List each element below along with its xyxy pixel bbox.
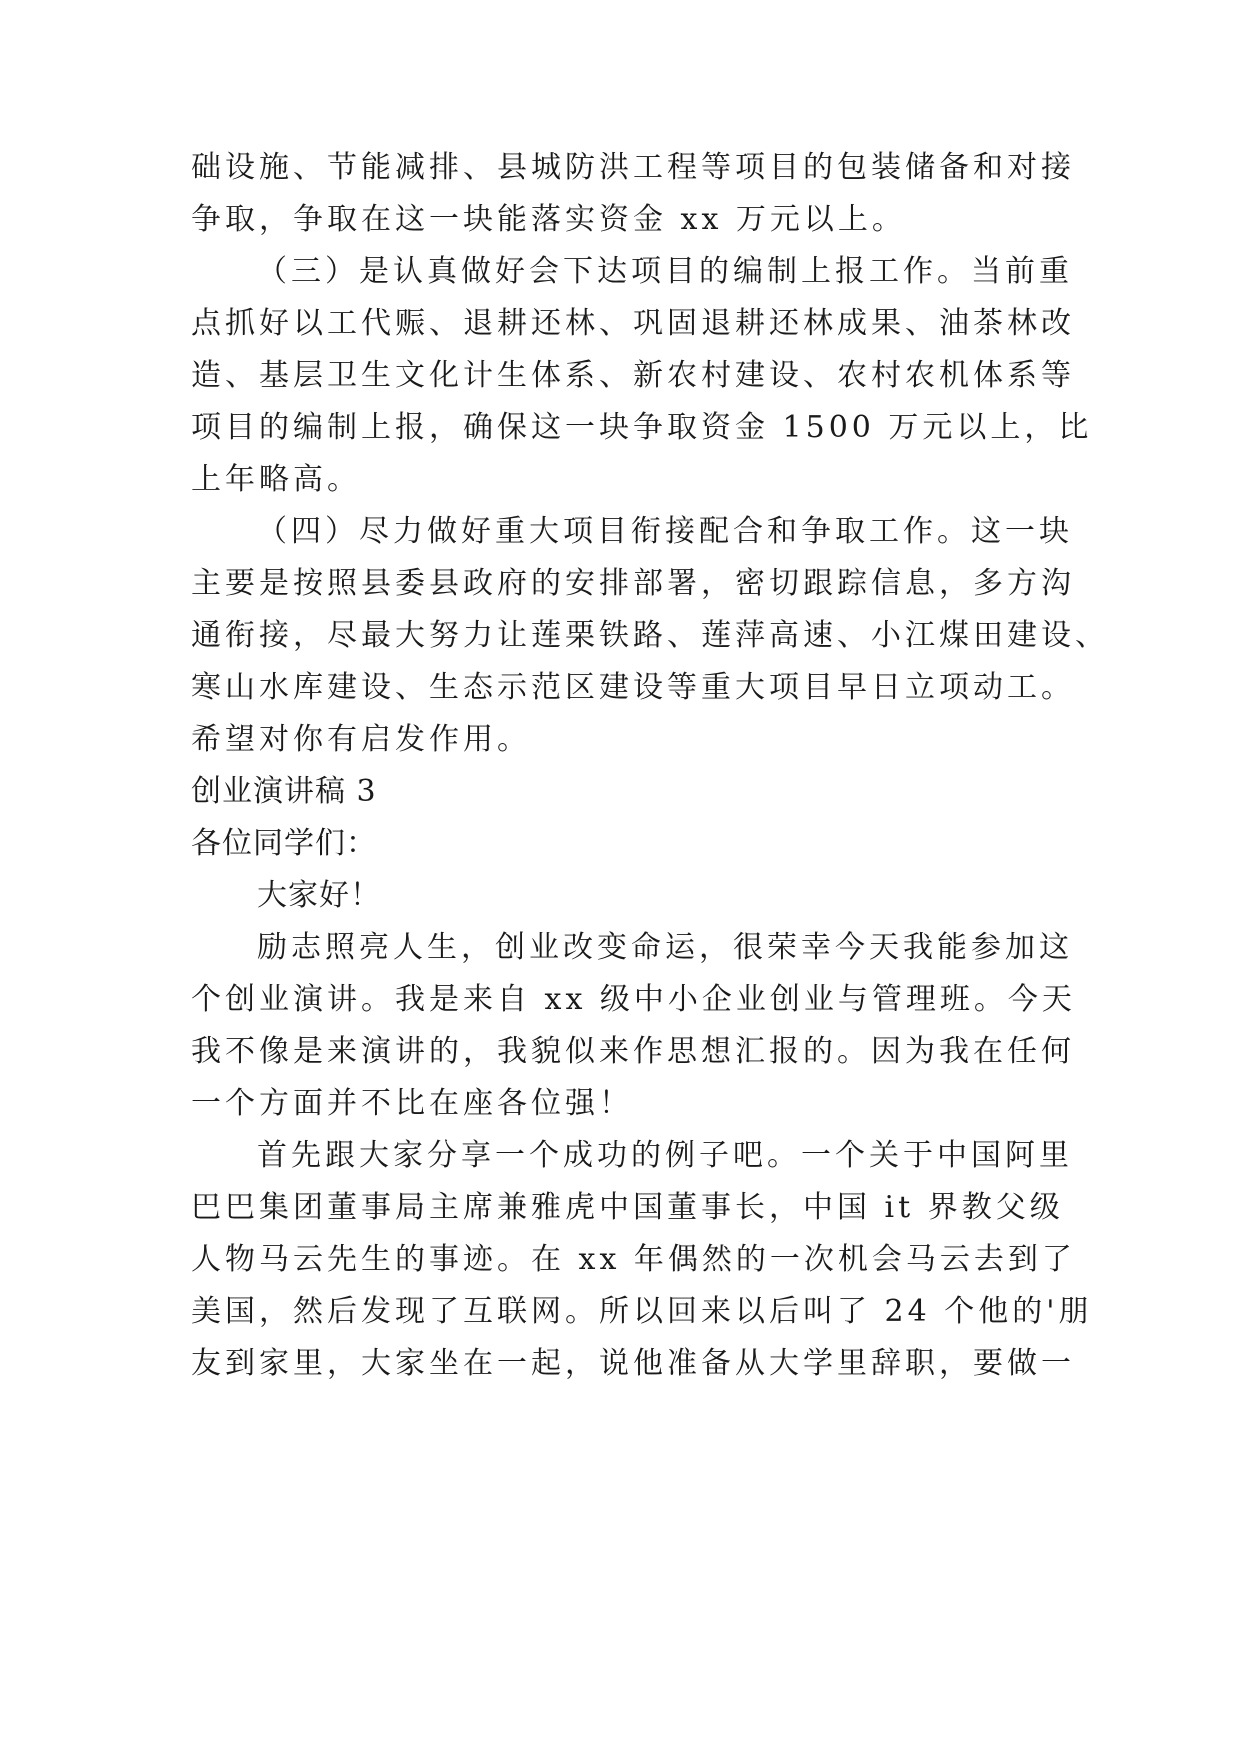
text-line: 项目的编制上报，确保这一块争取资金 1500 万元以上，比 [191,410,1093,445]
text-line: 巴巴集团董事局主席兼雅虎中国董事长，中国 it 界教父级 [191,1190,1064,1225]
text-line: 友到家里，大家坐在一起，说他准备从大学里辞职，要做一 [191,1346,1075,1381]
text-line: 人物马云先生的事迹。在 xx 年偶然的一次机会马云去到了 [191,1242,1076,1277]
greeting: 大家好！ [257,878,381,913]
text-line: 造、基层卫生文化计生体系、新农村建设、农村农机体系等 [191,358,1075,393]
text-line: （三）是认真做好会下达项目的编制上报工作。当前重 [257,254,1073,289]
text-line: 寒山水库建设、生态示范区建设等重大项目早日立项动工。 [191,670,1075,705]
text-line: 希望对你有启发作用。 [191,722,531,757]
text-line: 个创业演讲。我是来自 xx 级中小企业创业与管理班。今天 [191,982,1076,1017]
text-line: 争取，争取在这一块能落实资金 xx 万元以上。 [191,202,906,237]
text-line: 主要是按照县委县政府的安排部署，密切跟踪信息，多方沟 [191,566,1075,601]
text-line: 上年略高。 [191,462,361,497]
section-title: 创业演讲稿 3 [191,774,377,809]
text-line: 我不像是来演讲的，我貌似来作思想汇报的。因为我在任何 [191,1034,1075,1069]
text-line: 励志照亮人生，创业改变命运，很荣幸今天我能参加这 [257,930,1073,965]
text-line: 首先跟大家分享一个成功的例子吧。一个关于中国阿里 [257,1138,1073,1173]
text-line: （四）尽力做好重大项目衔接配合和争取工作。这一块 [257,514,1073,549]
text-line: 点抓好以工代赈、退耕还林、巩固退耕还林成果、油茶林改 [191,306,1075,341]
text-line: 一个方面并不比在座各位强！ [191,1086,633,1121]
text-line: 美国，然后发现了互联网。所以回来以后叫了 24 个他的'朋 [191,1294,1093,1329]
salutation: 各位同学们： [191,826,377,861]
text-line: 础设施、节能减排、县城防洪工程等项目的包装储备和对接 [191,150,1075,185]
text-line: 通衔接，尽最大努力让莲栗铁路、莲萍高速、小江煤田建设、 [191,618,1109,653]
